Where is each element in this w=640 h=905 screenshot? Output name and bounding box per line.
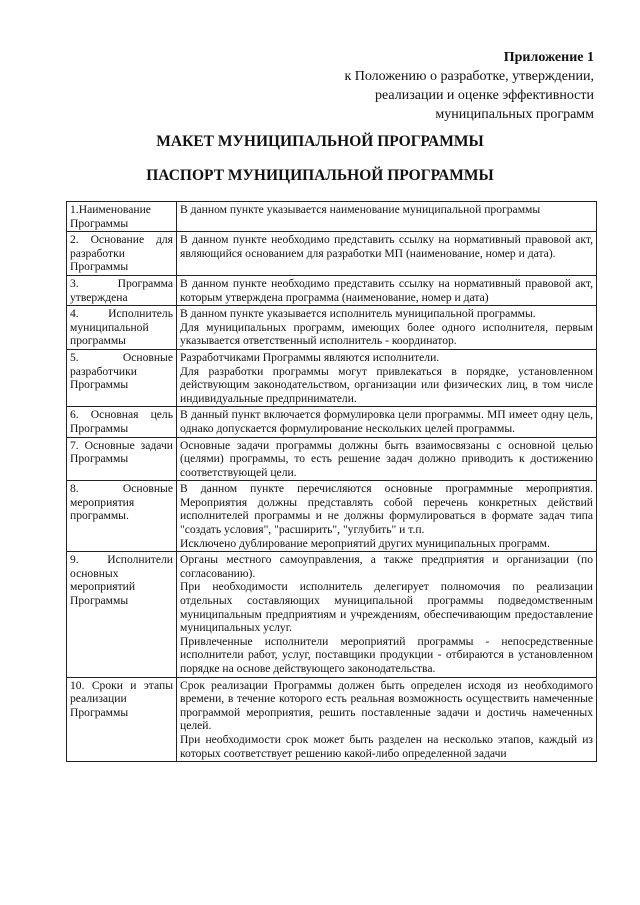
row-label: 8. Основные мероприятия программы. <box>67 481 177 552</box>
document-title: МАКЕТ МУНИЦИПАЛЬНОЙ ПРОГРАММЫ <box>156 133 484 150</box>
content-paragraph: В данном пункте необходимо представить ссылку на нормативный правовой акт, являющийся основанием для разработки МП (наименование, номер и дата). <box>180 233 593 260</box>
content-paragraph: Разработчиками Программы являются исполнители. <box>180 350 440 364</box>
document-subtitle: ПАСПОРТ МУНИЦИПАЛЬНОЙ ПРОГРАММЫ <box>146 167 494 184</box>
content-paragraph: Привлеченные исполнители мероприятий программы - непосредственные исполнители работ, услуг, поставщики продукции - отбираются в установленном порядке на основе действующего законодательства. <box>180 634 593 675</box>
content-paragraph: Основные задачи программы должны быть взаимосвязаны с основной целью (целями) программы, то есть решение задач должно приводить к достижению соответствующей цели. <box>180 438 593 479</box>
row-label: 1.Наименование Программы <box>67 202 177 232</box>
passport-table <box>66 201 597 762</box>
row-content <box>177 481 597 552</box>
content-paragraph: В данном пункте перечисляются основные программные мероприятия. Мероприятия должны представлять собой перечень конкретных действий исполнителей программы и не должны формулироваться в формате задач типа "создать условия", "расширить", "углубить" и т.п. <box>180 482 593 537</box>
content-paragraph: При необходимости срок может быть разделен на несколько этапов, каждый из которых соответствует решению какой-либо определенной задачи <box>180 732 593 760</box>
row-content <box>177 407 597 437</box>
table-row <box>67 407 597 437</box>
row-content <box>177 232 597 276</box>
appendix-header <box>344 48 594 124</box>
content-paragraph: Срок реализации Программы должен быть определен исходя из необходимого времени, в течение которого есть реальная возможность осуществить намеченные программой мероприятия, решить поставленные задачи и достичь намеченных целей. <box>180 678 593 733</box>
row-content <box>177 349 597 406</box>
row-label: 3. Программа утверждена <box>67 275 177 305</box>
appendix-line-2: реализации и оценке эффективности <box>375 88 594 103</box>
table-row <box>67 677 597 762</box>
table-row <box>67 232 597 276</box>
row-label: 7. Основные задачи Программы <box>67 437 177 481</box>
row-label: 2. Основание для разработки Программы <box>67 232 177 276</box>
passport-table-body <box>67 202 597 762</box>
table-row <box>67 202 597 232</box>
content-paragraph: При необходимости исполнитель делегирует полномочия по реализации отдельных составляющих муниципальной программы подведомственным муниципальным предприятиям и учреждениям, обеспечивающим предоставление муниципальных услуг. <box>180 580 593 635</box>
row-label: 10. Сроки и этапы реализации Программы <box>67 677 177 762</box>
row-content <box>177 275 597 305</box>
appendix-line-1: к Положению о разработке, утверждении, <box>344 69 594 84</box>
row-content <box>177 437 597 481</box>
row-content <box>177 677 597 762</box>
table-row <box>67 275 597 305</box>
content-paragraph: В данном пункте указывается наименование муниципальной программы <box>180 203 541 216</box>
content-paragraph: Исключено дублирование мероприятий других муниципальных программ. <box>180 536 550 550</box>
table-row <box>67 552 597 677</box>
content-paragraph: В данный пункт включается формулировка цели программы. МП имеет одну цель, однако допускается формулирование нескольких целей программы. <box>180 408 593 435</box>
content-paragraph: Органы местного самоуправления, а также предприятия и организации (по согласованию). <box>180 553 593 580</box>
row-content <box>177 202 597 232</box>
row-content <box>177 306 597 350</box>
row-content <box>177 552 597 677</box>
appendix-line-3: муниципальных программ <box>435 107 594 122</box>
table-row <box>67 349 597 406</box>
content-paragraph: Для разработки программы могут привлекаться в порядке, установленном действующим законодательством, организации или физических лиц, в том числе индивидуальные предприниматели. <box>180 364 593 405</box>
table-row <box>67 481 597 552</box>
row-label: 9. Исполнители основных мероприятий Программы <box>67 552 177 677</box>
table-row <box>67 306 597 350</box>
appendix-label: Приложение 1 <box>503 50 594 65</box>
content-paragraph: В данном пункте необходимо представить ссылку на нормативный правовой акт, которым утверждена программа (наименование, номер и дата) <box>180 276 593 304</box>
table-row <box>67 437 597 481</box>
row-label: 4. Исполнитель муниципальной программы <box>67 306 177 350</box>
row-label: 5. Основные разработчики Программы <box>67 349 177 406</box>
content-paragraph: В данном пункте указывается исполнитель муниципальной программы. <box>180 307 536 321</box>
content-paragraph: Для муниципальных программ, имеющих более одного исполнителя, первым указывается ответственный исполнитель - координатор. <box>180 320 593 348</box>
row-label: 6. Основная цель Программы <box>67 407 177 437</box>
